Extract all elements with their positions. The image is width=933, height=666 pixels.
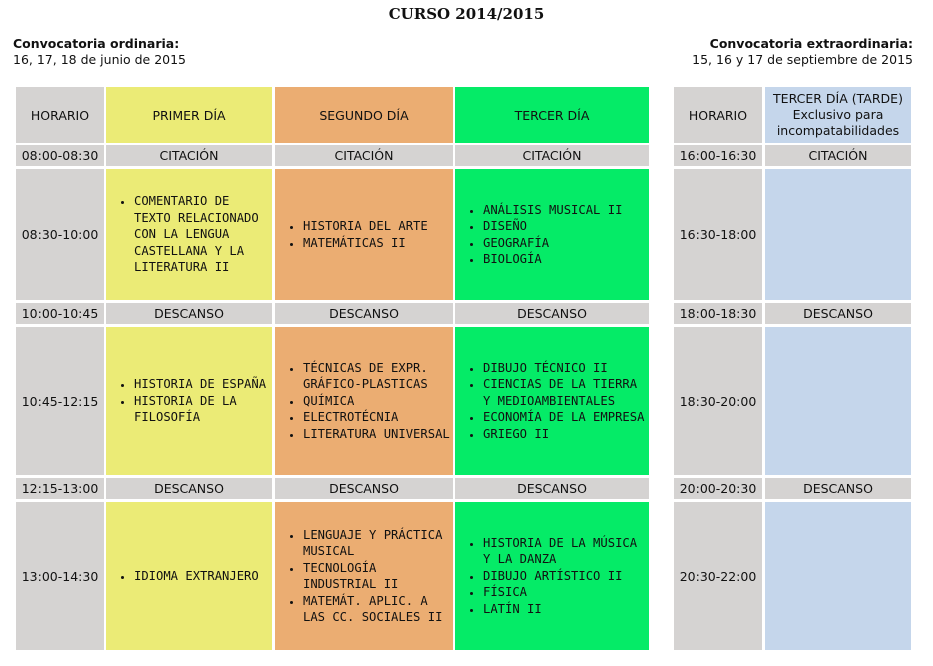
exam-item: • LITERATURA UNIVERSAL (303, 426, 453, 443)
exam-block (275, 327, 453, 475)
extra-descanso-cell: DESCANSO (765, 303, 911, 324)
extra-header-horario: HORARIO (674, 87, 762, 143)
exam-block (275, 169, 453, 300)
extra-header-day (765, 87, 911, 143)
extraordinaria-dates: 15, 16 y 17 de septiembre de 2015 (692, 52, 913, 67)
exam-item: • FÍSICA (483, 584, 649, 601)
exam-block (106, 327, 272, 475)
exam-item: • LATÍN II (483, 601, 649, 618)
exam-list (275, 527, 453, 626)
slot-time: 10:45-12:15 (16, 327, 104, 475)
citacion-cell: CITACIÓN (455, 145, 649, 166)
exam-item: • GRIEGO II (483, 426, 649, 443)
exam-list (106, 376, 272, 426)
page-title: CURSO 2014/2015 (388, 5, 545, 23)
exam-list (455, 535, 649, 618)
extra-slot-time: 20:00-20:30 (674, 478, 762, 499)
exam-item: • MATEMÁT. APLIC. A LAS CC. SOCIALES II (303, 593, 453, 626)
exam-list (275, 360, 453, 443)
exam-item: • ELECTROTÉCNIA (303, 409, 453, 426)
extraordinaria-info (692, 36, 913, 68)
descanso-cell: DESCANSO (455, 303, 649, 324)
extra-header-day-note: Exclusivo para incompatabilidades (776, 107, 900, 138)
slot-time: 08:00-08:30 (16, 145, 104, 166)
slot-time: 08:30-10:00 (16, 169, 104, 300)
descanso-cell: DESCANSO (106, 303, 272, 324)
exam-item: • TÉCNICAS DE EXPR. GRÁFICO-PLASTICAS (303, 360, 453, 393)
exam-item: • DISEÑO (483, 218, 622, 235)
extra-slot-time: 16:00-16:30 (674, 145, 762, 166)
exam-block (455, 502, 649, 650)
extra-slot-time: 18:00-18:30 (674, 303, 762, 324)
exam-item: • HISTORIA DEL ARTE (303, 218, 428, 235)
header-primer-dia: PRIMER DÍA (106, 87, 272, 143)
descanso-cell: DESCANSO (455, 478, 649, 499)
exam-item: • DIBUJO TÉCNICO II (483, 360, 649, 377)
exam-item: • ANÁLISIS MUSICAL II (483, 202, 622, 219)
descanso-cell: DESCANSO (275, 303, 453, 324)
exam-item: • HISTORIA DE LA MÚSICA Y LA DANZA (483, 535, 649, 568)
extra-header-day-title: TERCER DÍA (TARDE) (773, 91, 903, 106)
slot-time: 12:15-13:00 (16, 478, 104, 499)
header-horario: HORARIO (16, 87, 104, 143)
exam-item: • LENGUAJE Y PRÁCTICA MUSICAL (303, 527, 453, 560)
slot-time: 13:00-14:30 (16, 502, 104, 650)
exam-block (455, 327, 649, 475)
exam-list (275, 218, 428, 251)
exam-list (106, 193, 272, 276)
exam-block (106, 502, 272, 650)
exam-item: • COMENTARIO DE TEXTO RELACIONADO CON LA LENGUA CASTELLANA Y LA LITERATURA II (134, 193, 270, 276)
citacion-cell: CITACIÓN (275, 145, 453, 166)
extra-descanso-cell: DESCANSO (765, 478, 911, 499)
descanso-cell: DESCANSO (275, 478, 453, 499)
exam-item: • IDIOMA EXTRANJERO (134, 568, 259, 585)
descanso-cell: DESCANSO (106, 478, 272, 499)
exam-list (106, 568, 259, 585)
exam-block (455, 169, 649, 300)
extra-slot-time: 20:30-22:00 (674, 502, 762, 650)
exam-item: • HISTORIA DE LA FILOSOFÍA (134, 393, 272, 426)
exam-item: • TECNOLOGÍA INDUSTRIAL II (303, 560, 453, 593)
slot-time: 10:00-10:45 (16, 303, 104, 324)
extra-citacion-cell: CITACIÓN (765, 145, 911, 166)
exam-item: • BIOLOGÍA (483, 251, 622, 268)
header-segundo-dia: SEGUNDO DÍA (275, 87, 453, 143)
exam-item: • QUÍMICA (303, 393, 453, 410)
exam-block (275, 502, 453, 650)
extra-slot-time: 16:30-18:00 (674, 169, 762, 300)
exam-item: • GEOGRAFÍA (483, 235, 622, 252)
exam-item: • DIBUJO ARTÍSTICO II (483, 568, 649, 585)
extra-exam-block-empty (765, 502, 911, 650)
exam-list (455, 202, 622, 268)
extra-slot-time: 18:30-20:00 (674, 327, 762, 475)
exam-block (106, 169, 272, 300)
extraordinaria-label: Convocatoria extraordinaria: (709, 36, 913, 51)
citacion-cell: CITACIÓN (106, 145, 272, 166)
ordinaria-label: Convocatoria ordinaria: (13, 36, 180, 51)
header-tercer-dia: TERCER DÍA (455, 87, 649, 143)
exam-item: • ECONOMÍA DE LA EMPRESA (483, 409, 649, 426)
exam-list (455, 360, 649, 443)
ordinaria-dates: 16, 17, 18 de junio de 2015 (13, 52, 187, 67)
exam-item: • MATEMÁTICAS II (303, 235, 428, 252)
extra-exam-block-empty (765, 327, 911, 475)
extra-exam-block-empty (765, 169, 911, 300)
exam-item: • CIENCIAS DE LA TIERRA Y MEDIOAMBIENTALES (483, 376, 649, 409)
exam-item: • HISTORIA DE ESPAÑA (134, 376, 272, 393)
ordinaria-info (13, 36, 186, 68)
